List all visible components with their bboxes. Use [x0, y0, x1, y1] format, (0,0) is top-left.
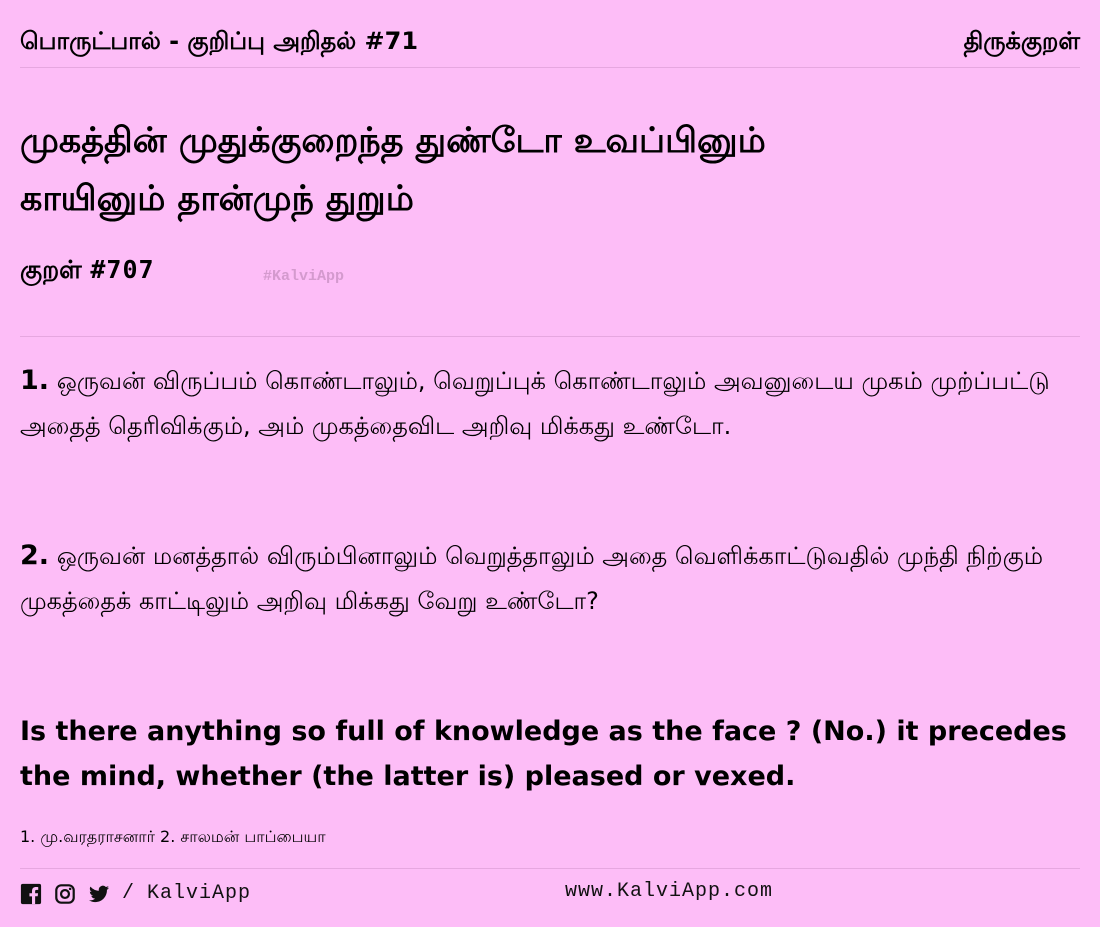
- kural-verse: [20, 112, 1080, 228]
- english-translation: Is there anything so full of knowledge as the face ? (No.) it precedes the mind, whether (the latter is) pleased or vexed.: [20, 716, 1067, 792]
- kural-line-2: காயினும் தான்முந் துறும்: [20, 179, 414, 219]
- kural-line-1: முகத்தின் முதுக்குறைந்த துண்டோ உவப்பினும்: [20, 121, 766, 161]
- footer-handle[interactable]: KalviApp: [147, 882, 252, 905]
- meaning-2-index: 2.: [20, 540, 50, 571]
- kural-card: [20, 0, 1080, 927]
- kural-number-value: #707: [90, 255, 155, 284]
- meaning-2-text: ஒருவன் மனத்தால் விரும்பினாலும் வெறுத்தாலும் அதை வெளிக்காட்டுவதில் முந்தி நிற்கும் முகத்தைக் காட்டிலும் அறிவு மிக்கது வேறு உண்டோ?: [20, 542, 1044, 615]
- meaning-1-text: ஒருவன் விருப்பம் கொண்டாலும், வெறுப்புக் கொண்டாலும் அவனுடைய முகம் முற்ப்பட்டு அதைத் தெரிவிக்கும், அம் முகத்தைவிட அறிவு மிக்கது உண்டோ.: [20, 367, 1050, 440]
- website-link[interactable]: www.KalviApp.com: [565, 880, 774, 903]
- footer-divider: [20, 868, 1080, 869]
- instagram-icon[interactable]: [54, 883, 76, 905]
- header-divider: [20, 67, 1080, 68]
- footer: [20, 878, 1080, 908]
- meaning-1: [20, 358, 1080, 449]
- meaning-2: [20, 533, 1080, 624]
- section-title: பொருட்பால் - குறிப்பு அறிதல் #71: [20, 26, 419, 55]
- twitter-icon[interactable]: [88, 883, 110, 905]
- kural-number: [20, 255, 155, 288]
- meaning-1-index: 1.: [20, 365, 50, 396]
- header: [20, 22, 1080, 62]
- credits: 1. மு.வரதராசனார் 2. சாலமன் பாப்பையா: [20, 827, 326, 846]
- hashtag-watermark: #KalviApp: [263, 268, 345, 285]
- book-title: திருக்குறள்: [963, 26, 1080, 55]
- social-links: [20, 882, 251, 905]
- verse-divider: [20, 336, 1080, 337]
- facebook-icon[interactable]: [20, 883, 42, 905]
- footer-separator: /: [122, 882, 136, 905]
- kural-label: குறள்: [20, 255, 82, 284]
